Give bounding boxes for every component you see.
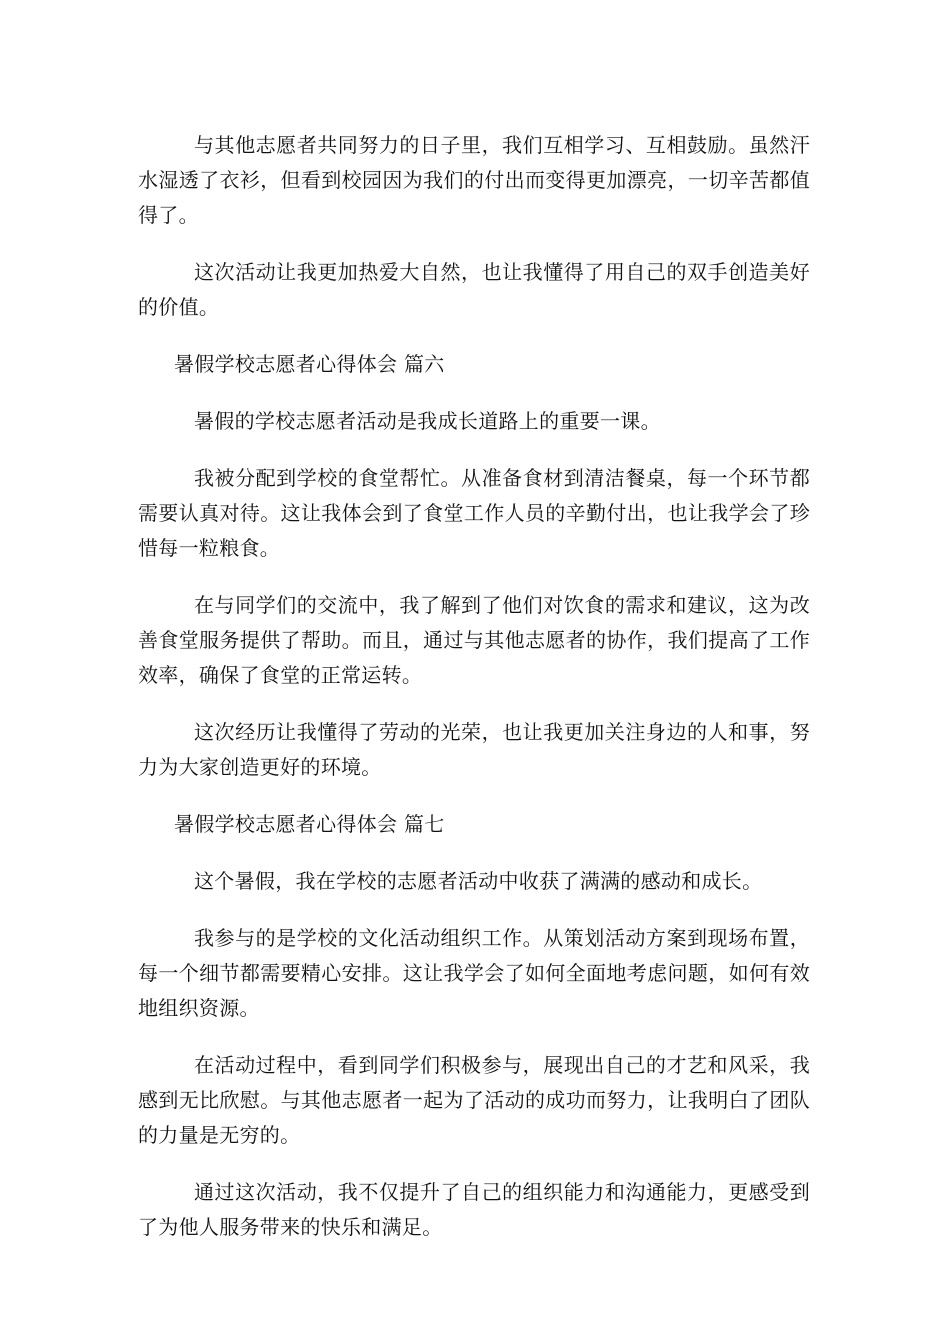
section-heading-seven: 暑假学校志愿者心得体会 篇七 [174, 812, 445, 836]
paragraph: 这次经历让我懂得了劳动的光荣，也让我更加关注身边的人和事，努力为大家创造更好的环境。 [138, 720, 810, 779]
paragraph: 通过这次活动，我不仅提升了自己的组织能力和沟通能力，更感受到了为他人服务带来的快乐和满足。 [138, 1180, 810, 1239]
paragraph: 在活动过程中，看到同学们积极参与，展现出自己的才艺和风采，我感到无比欣慰。与其他志愿者一起为了活动的成功而努力，让我明白了团队的力量是无穷的。 [138, 1053, 810, 1147]
paragraph: 我参与的是学校的文化活动组织工作。从策划活动方案到现场布置，每一个细节都需要精心安排。这让我学会了如何全面地考虑问题，如何有效地组织资源。 [138, 926, 810, 1020]
paragraph: 暑假的学校志愿者活动是我成长道路上的重要一课。 [194, 409, 661, 433]
paragraph: 在与同学们的交流中，我了解到了他们对饮食的需求和建议，这为改善食堂服务提供了帮助。而且，通过与其他志愿者的协作，我们提高了工作效率，确保了食堂的正常运转。 [138, 593, 810, 687]
paragraph: 与其他志愿者共同努力的日子里，我们互相学习、互相鼓励。虽然汗水湿透了衣衫，但看到校园因为我们的付出而变得更加漂亮，一切辛苦都值得了。 [138, 133, 810, 227]
paragraph: 我被分配到学校的食堂帮忙。从准备食材到清洁餐桌，每一个环节都需要认真对待。这让我体会到了食堂工作人员的辛勤付出，也让我学会了珍惜每一粒粮食。 [138, 466, 810, 560]
section-heading-six: 暑假学校志愿者心得体会 篇六 [174, 352, 445, 376]
document-page [138, 128, 810, 1267]
paragraph: 这次活动让我更加热爱大自然，也让我懂得了用自己的双手创造美好的价值。 [138, 260, 810, 319]
paragraph: 这个暑假，我在学校的志愿者活动中收获了满满的感动和成长。 [194, 869, 763, 893]
